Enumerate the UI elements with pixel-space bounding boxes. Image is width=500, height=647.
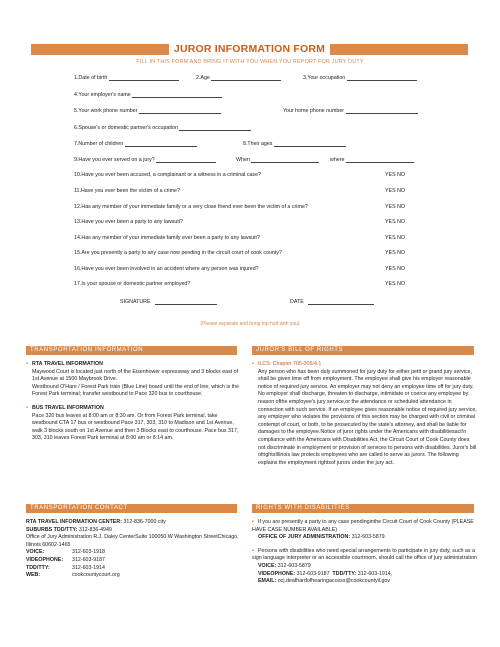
date-field[interactable] [290,299,374,305]
spouse-occupation-line[interactable] [179,126,251,131]
disabilities-heading: RIGHTS WITH DISABILITIES [252,504,474,513]
bus-text: Pace 320 bus leaves at 8:00 am or 8:30 am. Or from Forest Park terminal, take westbound CTA 17 bus or westbound Pace 317, 303, 310 to Madison and 1st Avenue, walk 3 blocks south on 1st Avenue and then 3 Blocks east to courthouse. Pace bus 317, 303, 310 leaves Forest Park terminal at 8:00 am or 8:14 am. [32,412,239,442]
suburbs-label: SUBURBS TDD/TTY: [26,526,78,533]
question-11: 11.Have you ever been the victim of a crime? [74,188,180,194]
disabilities-body [252,519,477,586]
tdd-value: 312-603-1914 [72,564,105,571]
dis-voice-label: VOICE: [258,562,277,569]
form-subtitle: FILL IN THIS FORM AND BRING IT WITH YOU WHEN YOU REPORT FOR JURY DUTY [136,59,364,65]
web-label: WEB: [26,572,41,579]
bullet-icon: • [252,519,254,525]
employer-name-field[interactable] [74,92,222,98]
suburbs-phone: 312-836-4949 [78,526,112,533]
work-phone-label: 5.Your work phone number [74,108,138,114]
transportation-contact-heading: TRANSPORTATION CONTACT [26,504,237,513]
transportation-info-body [26,361,244,443]
question-16: 16.Have you ever been involved in an accident where any person was injured? [74,266,259,272]
question-10: 10.Have you ever been accused, a complainant or a witness in a criminal case? [74,172,261,178]
rta-text: Maywood Court is located just north of the Eisenhower expressway and 3 blocks east of 1st Avenue at 1500 Maybrook Drive. [32,368,239,383]
bullet-icon: • [26,361,28,367]
bullet-icon: • [252,361,254,367]
dis-video: 312-603-9187 [296,570,330,577]
question-16-yes-no[interactable]: YES NO [385,266,406,272]
bullet-icon: • [26,404,28,411]
videophone-label: VIDEOPHONE: [26,556,64,563]
occupation-line[interactable] [347,76,417,81]
dis-email-label: EMAIL: [258,578,277,585]
spouse-occupation-field[interactable] [74,125,251,131]
disabilities-item-2: Persons with disabilities who need special arrangements to participate in jury duty, such as a sign language interpreter or an accessible courtroom, should call the office of jury administration [252,547,477,562]
question-10-yes-no[interactable]: YES NO [385,172,406,178]
question-14: 14.Has any member of your immediate family ever been a party to any lawsuit? [74,235,260,241]
age-field[interactable] [196,75,281,81]
dis-tdd-label: TDD/TTY: [332,570,357,577]
date-label: DATE [290,299,304,305]
web-link[interactable]: cookcountycourt.org [72,572,120,579]
jury-admin-label: OFFICE OF JURY ADMINISTRATION: [258,534,351,541]
date-of-birth-line[interactable] [109,76,179,81]
question-14-yes-no[interactable]: YES NO [385,235,406,241]
form-title-bar [31,42,468,56]
employer-name-label: 4.Your employer's name [74,92,131,98]
signature-label: SIGNATURE [120,299,151,305]
where-field[interactable] [330,157,414,163]
title-rule-right [330,44,468,55]
when-line[interactable] [251,158,319,163]
when-field[interactable] [236,157,319,163]
rta-title: RTA TRAVEL INFORMATION [32,361,103,367]
question-15-yes-no[interactable]: YES NO [385,250,406,256]
served-jury-line[interactable] [156,158,216,163]
occupation-field[interactable] [303,75,417,81]
spouse-occupation-label: 6.Spouse's or domestic partner's occupation [74,125,178,131]
served-jury-label: 9.Have you ever served on a jury? [74,157,155,163]
bus-title: BUS TRAVEL INFORMATION [32,404,104,411]
contact-table [26,549,244,579]
ages-label: 8.Their ages [243,141,273,147]
date-of-birth-label: 1.Date of birth [74,75,108,81]
videophone-value: 312-603-9187 [72,556,105,563]
date-of-birth-field[interactable] [74,75,179,81]
rta-text-2: Westbound O'Hare / Forest Park train (Blue Line) board until the end of line, which is the Forest Park terminal; transfer westbound to Pace 320 bus to courthouse. [32,383,240,398]
title-rule-left [31,44,169,55]
bill-of-rights-heading: JUROR'S BILL OF RIGHTS [252,346,474,355]
home-phone-label: Your home phone number [283,108,345,114]
date-line[interactable] [308,300,374,305]
bullet-icon: • [252,547,254,554]
signature-field[interactable] [120,299,217,305]
ages-field[interactable] [243,141,346,147]
age-line[interactable] [211,76,281,81]
rta-center-label: RTA TRAVEL INFORMATION CENTER: [26,519,122,525]
children-line[interactable] [125,142,197,147]
signature-line[interactable] [155,300,217,305]
question-12: 12.Has any member of your immediate family or a very close friend ever been the victim of a crime? [74,204,308,210]
when-label: When [236,157,250,163]
work-phone-line[interactable] [139,109,221,114]
question-13-yes-no[interactable]: YES NO [385,219,406,225]
home-phone-line[interactable] [346,109,418,114]
children-field[interactable] [74,141,197,147]
disabilities-item-1: If you are presently a party to any case pendinginthe Circuit Court of Cook County (PLEASE HAVE CASE NUMBER AVAILABLE) [252,519,474,533]
voice-value: 312-603-1918 [72,549,105,556]
dis-tdd: 312-603-1914, [357,570,393,577]
bill-of-rights-text: Any person who has been duly summoned for jury duty for either petit or grand jury service, shall be given time off from employment. The employee shall give his employer reasonable notice of required jury service. An employer may not deny an employee time off for jury duty. No employer shall discharge, threaten to discharge, intimidate or coerce any employee by reason ofthe employee's jury service,or the attendance or scheduled attendance in connection with such service. If an employee gives reasonable notice of required jury service, any employer who violates the provisions of this section may be charged with civil or criminal contempt of court, or both, to be prosecuted by the state's attorney, and shall be liable for damages to the employee.Notice of juror rights under the Americans with disabilitiesact!n compliance with the Americans with Disabilities Act, the Circuit Court of Cook County does not discriminate in employment or provision of services to persons with disabilities. Juror's bill ofrightsIllinois law protects employees who are called to serve as jurors. The following explains the employment rightsof jurors under the jury act. [258,368,477,466]
rta-center-phone: 312-836-7000 city [123,519,166,525]
jury-admin-phone: 312-603-5879. [351,534,387,541]
home-phone-field[interactable] [283,108,418,114]
dis-email[interactable]: ocj.deafhardofhearingaccess@cookcountyil.gov [277,578,390,585]
age-label: 2.Age [196,75,210,81]
employer-name-line[interactable] [132,93,222,98]
work-phone-field[interactable] [74,108,221,114]
form-title: JUROR INFORMATION FORM [169,43,330,55]
office-address: Office of Jury Administration R.J. Daley CenterSuite 100050 W Washington StreetChicago, Illinois 60602-1465 [26,534,239,548]
dis-voice: 312-603-5879 [277,562,311,569]
dis-video-label: VIDEOPHONE: [258,570,296,577]
where-line[interactable] [346,158,414,163]
transportation-contact-body [26,519,244,580]
voice-label: VOICE: [26,549,45,556]
children-label: 7.Number of children [74,141,124,147]
ilcs-reference: ILCS: Chapter 705-305/4.1 [258,361,322,367]
occupation-label: 3.Your occupation [303,75,346,81]
transportation-info-heading: TRANSPORTATION INFORMATION [26,346,237,355]
question-17-yes-no[interactable]: YES NO [385,281,406,287]
bill-of-rights-body [252,361,477,467]
separate-note: (Please separate and bring top half with you) [200,321,300,327]
question-15: 15.Are you presently a party to any case now pending in the circuit court of cook county? [74,250,282,256]
question-12-yes-no[interactable]: YES NO [385,204,406,210]
ages-line[interactable] [274,142,346,147]
tdd-label: TDD/TTY: [26,564,50,571]
question-13: 13.Have you ever been a party to any lawsuit? [74,219,183,225]
question-17: 17.Is your spouse or domestic partner employed? [74,281,191,287]
question-11-yes-no[interactable]: YES NO [385,188,406,194]
served-jury-field[interactable] [74,157,216,163]
where-label: where [330,157,345,163]
